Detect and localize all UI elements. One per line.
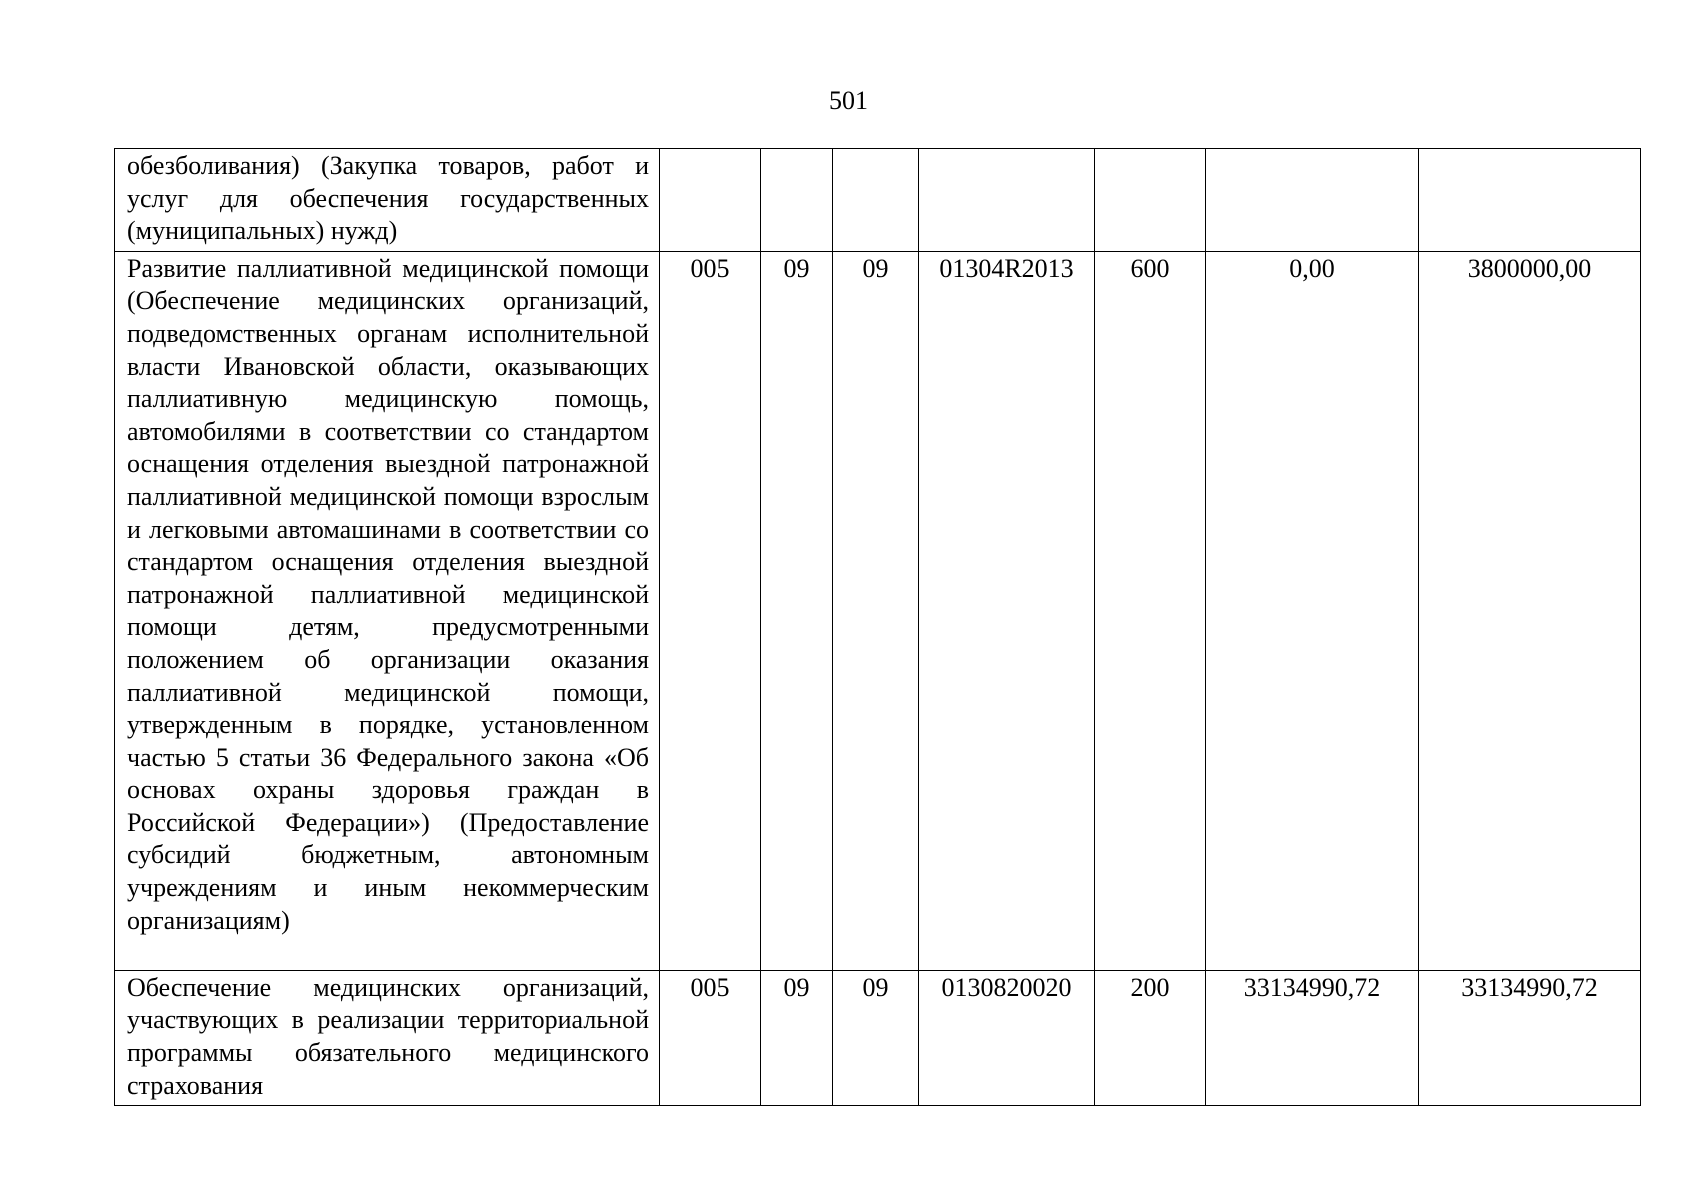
expense-type-cell xyxy=(1095,149,1206,252)
amount-2-cell: 3800000,00 xyxy=(1419,251,1641,970)
amount-2-cell: 33134990,72 xyxy=(1419,970,1641,1105)
amount-1-cell: 0,00 xyxy=(1206,251,1419,970)
expense-type-cell: 200 xyxy=(1095,970,1206,1105)
target-article-cell: 01304R2013 xyxy=(919,251,1095,970)
table-row xyxy=(115,970,1641,1105)
amount-1-cell xyxy=(1206,149,1419,252)
page-number: 501 xyxy=(829,86,868,115)
table-row xyxy=(115,149,1641,252)
section-code-cell: 09 xyxy=(761,251,833,970)
table-row xyxy=(115,251,1641,970)
ministry-code-cell: 005 xyxy=(660,970,761,1105)
row-description: обезболивания) (Закупка товаров, работ и услуг для обеспечения государственных (муниципальных) нужд) xyxy=(115,149,660,252)
row-description: Обеспечение медицинских организаций, участвующих в реализации территориальной программы обязательного медицинского страхования xyxy=(115,970,660,1105)
amount-2-cell xyxy=(1419,149,1641,252)
ministry-code-cell xyxy=(660,149,761,252)
subsection-code-cell xyxy=(833,149,919,252)
subsection-code-cell: 09 xyxy=(833,251,919,970)
section-code-cell: 09 xyxy=(761,970,833,1105)
ministry-code-cell: 005 xyxy=(660,251,761,970)
target-article-cell xyxy=(919,149,1095,252)
amount-1-cell: 33134990,72 xyxy=(1206,970,1419,1105)
expense-type-cell: 600 xyxy=(1095,251,1206,970)
budget-table xyxy=(114,148,1641,1106)
target-article-cell: 0130820020 xyxy=(919,970,1095,1105)
subsection-code-cell: 09 xyxy=(833,970,919,1105)
section-code-cell xyxy=(761,149,833,252)
row-description: Развитие паллиативной медицинской помощи (Обеспечение медицинских организаций, подведомственных органам исполнительной власти Ивановской области, оказывающих паллиативную медицинскую помощь, автомобилями в соответствии со стандартом оснащения отделения выездной патронажной паллиативной медицинской помощи взрослым и легковыми автомашинами в соответствии со стандартом оснащения отделения выездной патронажной паллиативной медицинской помощи детям, предусмотренными положением об организации оказания паллиативной медицинской помощи, утвержденным в порядке, установленном частью 5 статьи 36 Федерального закона «Об основах охраны здоровья граждан в Российской Федерации») (Предоставление субсидий бюджетным, автономным учреждениям и иным некоммерческим организациям) xyxy=(115,251,660,970)
